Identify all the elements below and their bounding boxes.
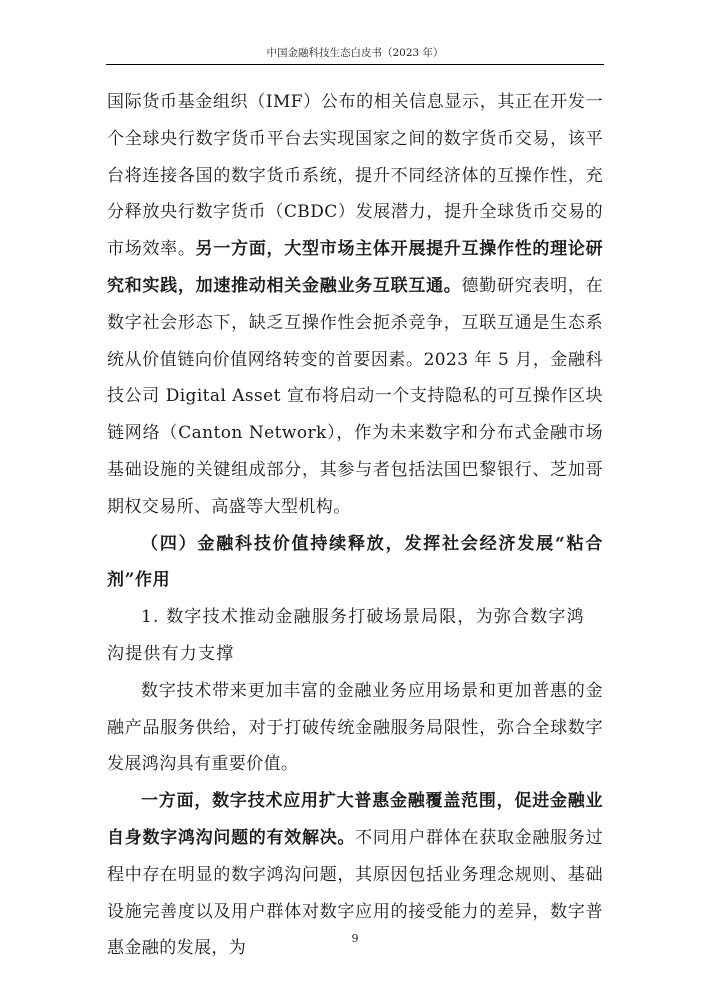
section-heading-4: （四）金融科技价值持续释放，发挥社会经济发展“粘合剂”作用 [107,533,603,591]
paragraph-digital-tech: 数字技术带来更加丰富的金融业务应用场景和更加普惠的金融产品服务供给，对于打破传统金融服务局限性，弥合全球数字发展鸿沟具有重要价值。 [107,680,603,775]
paragraph-text: 不同用户群体在获取金融服务过程中存在明显的数字鸿沟问题，其原因包括业务理念规则、基础设施完善度以及用户群体对数字应用的接受能力的差异，数字普惠金融的发展，为 [107,827,603,959]
page-number: 9 [351,932,359,945]
subsection-heading-1: 1. 数字技术推动金融服务打破场景局限，为弥合数字鸿沟提供有力支撑 [107,607,585,664]
paragraph-text: 德勤研究表明，在数字社会形态下，缺乏互操作性会扼杀竞争，互联互通是生态系统从价值链向价值网络转变的首要因素。2023 年 5 月，金融科技公司 Digital Asset 宣布将启动一个支持隐私的可互操作区块链网络（Canton Network），作为未来数字和分布式金融市场基础设施的关键组成部分，其参与者包括法国巴黎银行、芝加哥期权交易所、高盛等大型机构。 [107,275,603,517]
paragraph-bold-lead: 另一方面，大型市场主体开展提升互操作性的理论研究和实践，加速推动相关金融业务互联互通。 [107,239,604,296]
page-body [107,84,603,967]
paragraph-bold-lead: 一方面，数字技术应用扩大普惠金融覆盖范围，促进金融业自身数字鸿沟问题的有效解决。 [107,791,603,848]
header-rule [106,64,604,65]
running-header: 中国金融科技生态白皮书（2023 年） [266,47,444,59]
paragraph-text: 国际货币基金组织（IMF）公布的相关信息显示，其正在开发一个全球央行数字货币平台去实现国家之间的数字货币交易，该平台将连接各国的数字货币系统，提升不同经济体的互操作性，充分释放央行数字货币（CBDC）发展潜力，提升全球货币交易的市场效率。 [107,92,603,260]
paragraph-imf-interoperability [107,84,603,526]
